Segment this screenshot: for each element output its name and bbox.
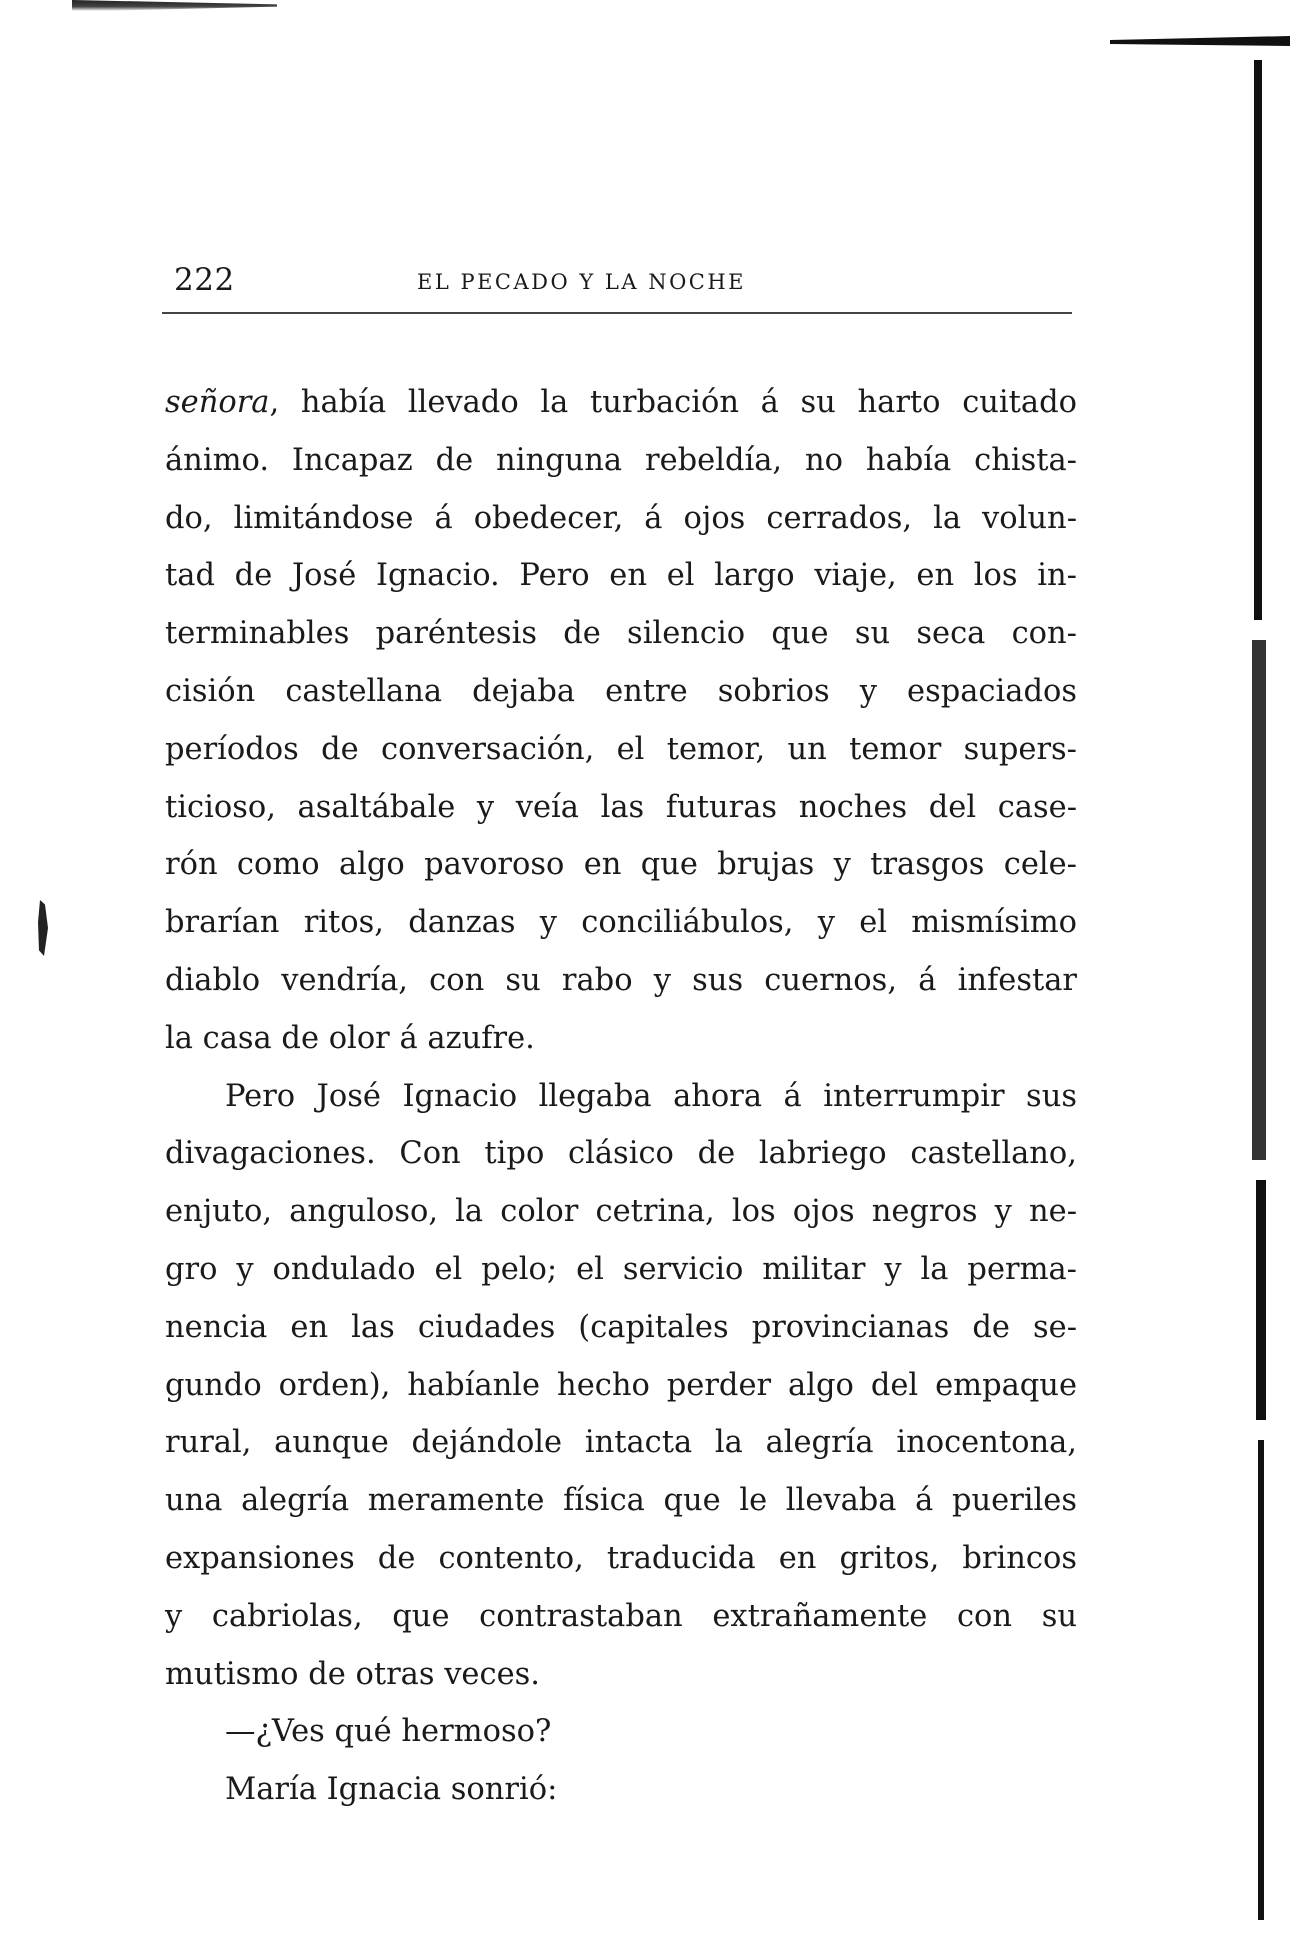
text-line: nencia en las ciudades (capitales provincianas de se- <box>165 1309 1077 1345</box>
text-line: períodos de conversación, el temor, un temor supers- <box>165 731 1077 767</box>
text-line: rural, aunque dejándole intacta la alegría inocentona, <box>165 1425 1077 1461</box>
text-line: mutismo de otras veces. <box>165 1656 540 1692</box>
text-line: María Ignacia sonrió: <box>225 1772 558 1808</box>
text-line: gro y ondulado el pelo; el servicio militar y la perma- <box>165 1251 1077 1287</box>
page-number: 222 <box>174 262 235 298</box>
paragraph <box>165 1761 1077 1819</box>
text-line: divagaciones. Con tipo clásico de labriego castellano, <box>165 1136 1077 1172</box>
italic-word: señora <box>165 385 270 420</box>
text-line: señora, había llevado la turbación á su harto cuitado <box>165 385 1077 420</box>
text-line: enjuto, anguloso, la color cetrina, los ojos negros y ne- <box>165 1194 1077 1230</box>
text-line: la casa de olor á azufre. <box>165 1020 535 1056</box>
text-line: tad de José Ignacio. Pero en el largo viaje, en los in- <box>165 558 1077 594</box>
paragraph-dialogue <box>165 1703 1077 1761</box>
text-line: —¿Ves qué hermoso? <box>225 1714 552 1750</box>
scan-page-edge-right <box>1248 40 1278 1936</box>
running-head <box>162 258 1072 314</box>
text-line: rón como algo pavoroso en que brujas y trasgos cele- <box>165 847 1077 883</box>
text-line: do, limitándose á obedecer, á ojos cerrados, la volun- <box>165 500 1077 536</box>
text-line: expansiones de contento, traducida en gritos, brincos <box>165 1540 1077 1576</box>
text-line: cisión castellana dejaba entre sobrios y espaciados <box>165 673 1077 709</box>
text-line: terminables paréntesis de silencio que su seca con- <box>165 616 1077 652</box>
paragraph <box>165 1068 1077 1704</box>
paragraph <box>165 374 1077 1068</box>
body-text <box>165 374 1077 1819</box>
scan-ink-blot-left <box>38 900 48 956</box>
text-line: gundo orden), habíanle hecho perder algo del empaque <box>165 1367 1077 1403</box>
text-line: y cabriolas, que contrastaban extrañamente con su <box>165 1598 1077 1634</box>
text-line: ánimo. Incapaz de ninguna rebeldía, no había chista- <box>165 442 1077 478</box>
book-title: EL PECADO Y LA NOCHE <box>417 270 746 294</box>
text-line: una alegría meramente física que le llevaba á pueriles <box>165 1483 1077 1519</box>
text-line: ticioso, asaltábale y veía las futuras noches del case- <box>165 789 1077 825</box>
text-line: diablo vendría, con su rabo y sus cuernos, á infestar <box>165 962 1077 998</box>
text-line: brarían ritos, danzas y conciliábulos, y el mismísimo <box>165 905 1077 941</box>
text-line: Pero José Ignacio llegaba ahora á interrumpir sus <box>225 1078 1077 1114</box>
scan-edge-mark-top <box>72 0 277 11</box>
